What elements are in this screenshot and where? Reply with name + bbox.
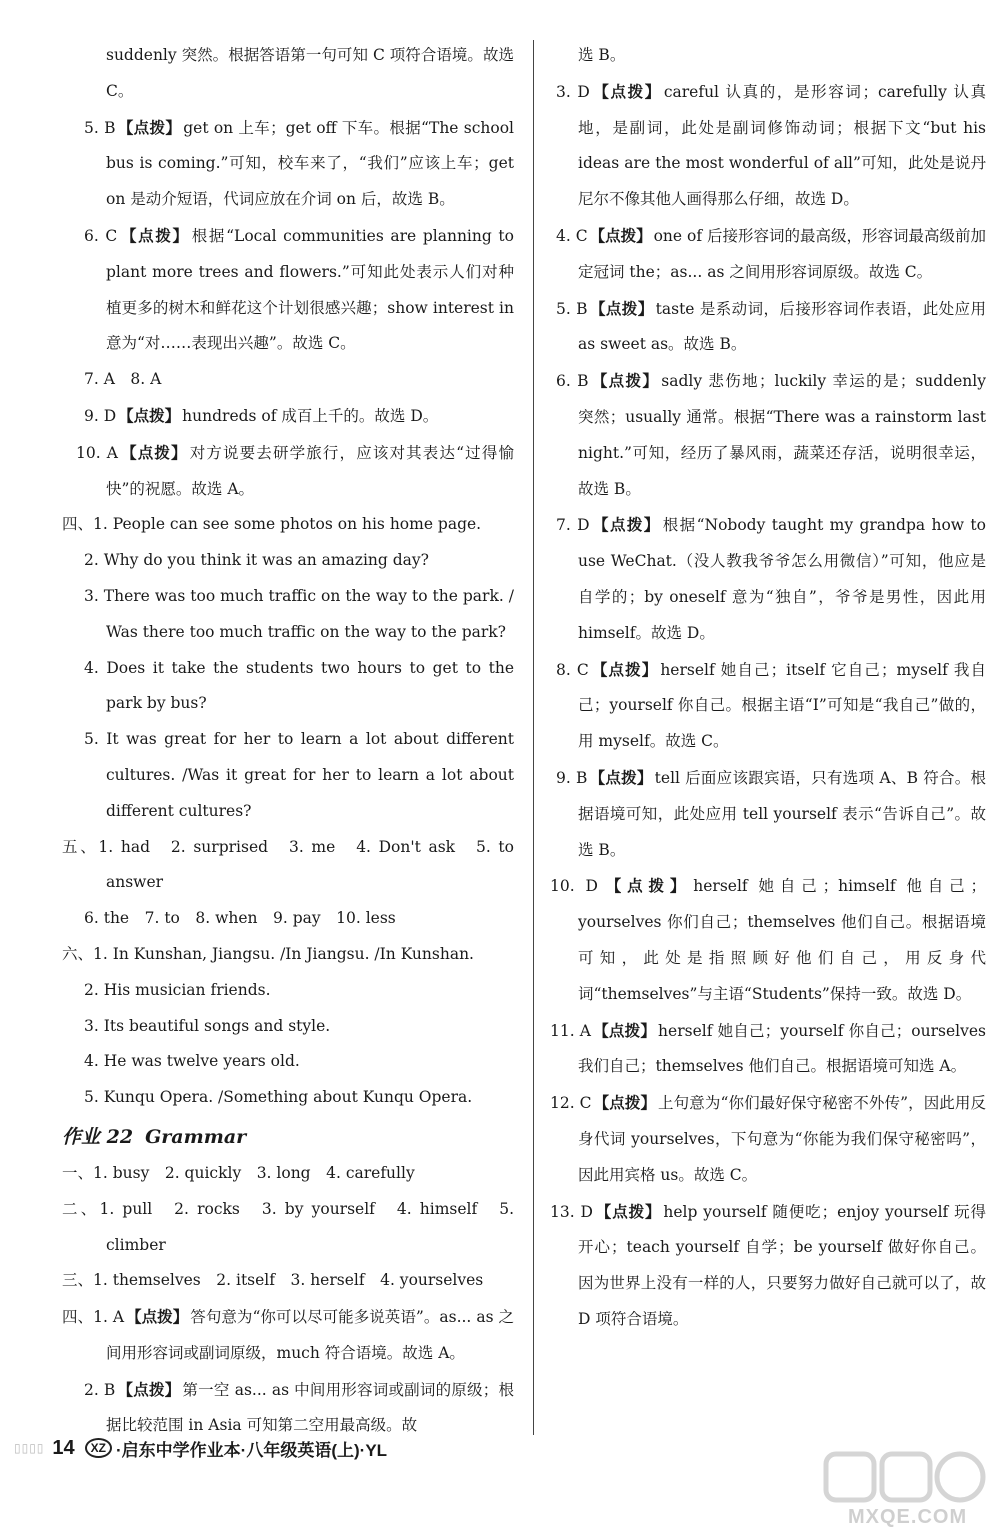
answer-item: [556, 74, 986, 218]
publisher-badge: XZ: [85, 1438, 112, 1458]
answer-item: [62, 38, 514, 110]
left-column: [62, 38, 514, 1444]
answer-item: [62, 435, 514, 508]
answer-text: tell 后面应该跟宾语，只有选项 A、B 符合。根据语境可知，此处应用 tell yourself 表示“告诉自己”。故选 B。: [578, 768, 986, 859]
answer-text: herself 她自己；yourself 你自己；ourselves 我们自己；themselves 他们自己。根据语境可知选 A。: [578, 1021, 986, 1076]
answer-list-left-2: [62, 1156, 514, 1444]
hint-tag: 【点拨】: [589, 767, 653, 787]
answer-number: 4. C: [556, 226, 588, 245]
answer-text: 六、1. In Kunshan, Jiangsu. /In Jiangsu. /In Kunshan.: [62, 944, 474, 963]
answer-list-left: [62, 38, 514, 1116]
answer-item: [62, 1080, 514, 1116]
answer-text: sadly 悲伤地；luckily 幸运的是；suddenly 突然；usually 通常。根据“There was a rainstorm last night.”可知，经历了暴风雨，蔬菜还存活，说明很幸运，故选 B。: [578, 372, 986, 498]
section-number: 作业 22: [62, 1125, 134, 1148]
answer-item: [62, 543, 514, 579]
watermark-text: MXQE.COM: [848, 1506, 968, 1528]
answer-item: [62, 1263, 514, 1299]
answer-text: 4. He was twelve years old.: [84, 1052, 300, 1071]
answer-number: 9. B: [556, 768, 588, 787]
answer-text: 四、1. People can see some photos on his home page.: [62, 515, 482, 534]
answer-text: 2. Why do you think it was an amazing day?: [84, 551, 429, 570]
answer-text: careful 认真的，是形容词；carefully 认真地，是副词，此处是副词修饰动词；根据下文“but his ideas are the most wonderful of all”可知，此处是说丹尼尔不像其他人画得那么仔细，故选 D。: [578, 82, 986, 209]
hint-tag: 【点拨】: [589, 298, 654, 318]
answer-item: [550, 1013, 986, 1086]
hint-tag: 【点拨】: [590, 659, 659, 679]
answer-item: [556, 291, 986, 364]
answer-item: [62, 1009, 514, 1045]
page-footer: [14, 1430, 387, 1466]
answer-item: [556, 363, 986, 507]
answer-number: 5. B: [556, 299, 588, 318]
answer-text: 第一空 as... as 中间用形容词或副词的原级；根据比较范围 in Asia 可知第二空用最高级。故: [106, 1380, 514, 1435]
answer-text: 三、1. themselves 2. itself 3. herself 4. yourselves: [62, 1271, 484, 1290]
hint-tag: 【点拨】: [119, 225, 190, 245]
answer-item: [62, 937, 514, 973]
answer-item: [62, 651, 514, 723]
book-title: ·启东中学作业本·八年级英语(上)·YL: [116, 1440, 388, 1460]
answer-text: 五、1. had 2. surprised 3. me 4. Don't ask 5. to answer: [62, 837, 514, 892]
answer-text: taste 是系动词，后接形容词作表语，此处应用 as sweet as。故选 B。: [578, 299, 986, 354]
answer-number: 13. D: [550, 1202, 593, 1221]
answer-text: suddenly 突然。根据答语第一句可知 C 项符合语境。故选 C。: [106, 46, 514, 100]
column-divider: [533, 40, 534, 1435]
answer-item: [62, 901, 514, 937]
answer-number: 10. A: [76, 443, 118, 462]
answer-text: herself 她自己；himself 他自己；yourselves 你们自己；themselves 他们自己。根据语境可知，此处是指照顾好他们自己，用反身代词“themselves”与主语“Students”保持一致。故选 D。: [578, 877, 986, 1003]
answer-item: [62, 1156, 514, 1192]
answer-text: 选 B。: [578, 46, 626, 64]
answer-number: 7. D: [556, 516, 590, 535]
watermark-icon: [820, 1448, 990, 1508]
answer-text: 一、1. busy 2. quickly 3. long 4. carefully: [62, 1163, 415, 1182]
answer-number: 10. D: [550, 877, 598, 896]
answer-number: 9. D: [84, 406, 117, 425]
answer-item: [550, 1085, 986, 1193]
answer-text: 7. A 8. A: [84, 370, 162, 389]
answer-item: [550, 1194, 986, 1338]
answer-item: [62, 579, 514, 651]
hint-tag: 【点拨】: [119, 442, 188, 462]
answer-item: [62, 507, 514, 543]
answer-number: 6. C: [84, 226, 118, 245]
hint-tag: 【点拨】: [591, 515, 661, 535]
answer-number: 2. B: [84, 1380, 116, 1399]
answer-item: [550, 868, 986, 1012]
answer-number: 四、1. A: [62, 1308, 125, 1327]
answer-number: 5. B: [84, 118, 116, 137]
answer-item: [62, 830, 514, 902]
page-number: 14: [52, 1436, 75, 1459]
right-column: [550, 38, 987, 1338]
answer-number: 6. B: [556, 372, 589, 391]
watermark-logo: [820, 1448, 990, 1534]
answer-text: 3. There was too much traffic on the way to the park. / Was there too much traffic on the way to the park?: [84, 586, 514, 641]
answer-text: help yourself 随便吃；enjoy yourself 玩得开心；teach yourself 自学；be yourself 做好你自己。因为世界上没有一样的人，只要努力做好自己就可以了，故 D 项符合语境。: [578, 1202, 986, 1328]
hint-tag: 【点拨】: [590, 371, 660, 391]
hint-tag: 【点拨】: [591, 81, 662, 101]
answer-text: 3. Its beautiful songs and style.: [84, 1016, 331, 1035]
answer-list-right: [550, 38, 987, 1338]
answer-number: 8. C: [556, 660, 589, 679]
answer-text: 5. It was great for her to learn a lot about different cultures. /Was it great for her to learn a lot about different cultures?: [84, 730, 514, 820]
answer-text: 5. Kunqu Opera. /Something about Kunqu Opera.: [84, 1088, 473, 1107]
answer-item: [62, 362, 514, 398]
hint-tag: 【点拨】: [589, 225, 652, 245]
answer-text: get on 上车；get off 下车。根据“The school bus is coming.”可知，校车来了，“我们”应该上车；get on 是动介短语，代词应放在介词 on 后，故选 B。: [106, 118, 514, 209]
answer-text: 根据“Local communities are planning to plant more trees and flowers.”可知此处表示人们对种植更多的树木和鲜花这个计划很感兴趣；show interest in 意为“对……表现出兴趣”。故选 C。: [106, 226, 514, 353]
answer-text: one of 后接形容词的最高级，形容词最高级前加定冠词 the；as... as 之间用形容词原级。故选 C。: [578, 226, 987, 281]
answer-number: 11. A: [550, 1021, 591, 1040]
hint-tag: 【点拨】: [117, 117, 182, 137]
answer-item: [556, 507, 986, 651]
hint-tag: 【点拨】: [594, 1201, 662, 1221]
hint-tag: 【点拨】: [117, 1379, 181, 1399]
answer-item: [62, 1044, 514, 1080]
section-title: Grammar: [145, 1125, 247, 1148]
answer-text: herself 她自己；itself 它自己；myself 我自己；yourself 你自己。根据主语“I”可知是“我自己”做的，用 myself。故选 C。: [578, 660, 986, 751]
hint-tag: 【点拨】: [118, 405, 181, 425]
answer-item: [62, 398, 514, 435]
answer-text: 4. Does it take the students two hours to get to the park by bus?: [84, 658, 514, 713]
answer-item: [62, 973, 514, 1009]
hint-tag: 【点拨】: [599, 876, 692, 896]
answer-item: [556, 38, 986, 74]
hint-tag: 【点拨】: [592, 1020, 657, 1040]
answer-text: 根据“Nobody taught my grandpa how to use WeChat.（没人教我爷爷怎么用微信）”可知，他应是自学的；by oneself 意为“独自”，爷爷是男性，因此用 himself。故选 D。: [578, 516, 986, 642]
answer-number: 12. C: [550, 1094, 592, 1113]
answer-item: [556, 652, 986, 760]
answer-text: 6. the 7. to 8. when 9. pay 10. less: [84, 909, 396, 928]
answer-number: 3. D: [556, 82, 590, 101]
answer-text: hundreds of 成百上千的。故选 D。: [182, 406, 439, 425]
answer-text: 2. His musician friends.: [84, 980, 271, 999]
answer-item: [62, 218, 514, 362]
answer-item: [62, 1299, 514, 1372]
registration-marks: ▯▯▯▯: [14, 1441, 45, 1455]
hint-tag: 【点拨】: [593, 1093, 657, 1113]
answer-text: 二、1. pull 2. rocks 3. by yourself 4. himself 5. climber: [62, 1199, 514, 1254]
answer-item: [62, 722, 514, 829]
answer-text: 答句意为“你可以尽可能多说英语”。as... as 之间用形容词或副词原级，much 符合语境。故选 A。: [106, 1308, 514, 1362]
section-heading: [62, 1118, 514, 1156]
answer-item: [556, 218, 986, 291]
hint-tag: 【点拨】: [126, 1307, 189, 1327]
answer-text: 上句意为“你们最好保守秘密不外传”，因此用反身代词 yourselves，下句意为“你能为我们保守秘密吗”，因此用宾格 us。故选 C。: [578, 1094, 986, 1184]
answer-item: [62, 1192, 514, 1264]
answer-item: [62, 110, 514, 218]
answer-item: [556, 760, 986, 868]
answer-text: 对方说要去研学旅行，应该对其表达“过得愉快”的祝愿。故选 A。: [106, 443, 514, 498]
